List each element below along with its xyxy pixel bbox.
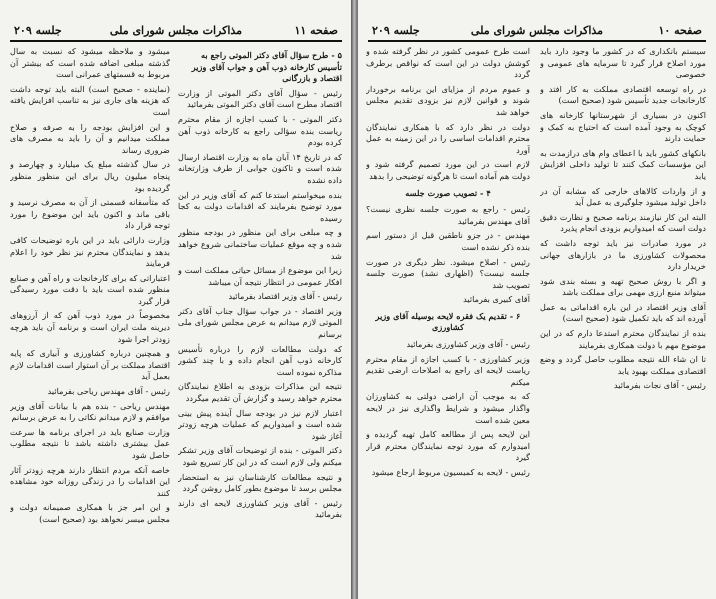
paragraph: و این افزایش بودجه را به صرفه و صلاح مملکت میدانیم و آن را باید به مصرف های ضروری رساند bbox=[10, 121, 170, 155]
paragraph: وزیر کشاورزی - با کسب اجازه از مقام محترم ریاست لایحه ای راجع به اصلاحات ارضی تقدیم میکنم bbox=[366, 353, 530, 387]
section-heading-5: ۵ - طرح سؤال آقای دکتر الموتی راجع به تأسیس کارخانه ذوب آهن و جواب آقای وزیر اقتصاد و بازرگانی bbox=[191, 50, 342, 84]
left-page-number: صفحه ۱۱ bbox=[294, 24, 338, 37]
paragraph: در مورد صادرات نیز باید توجه داشت که محصولات کشاورزی ما در بازارهای جهانی خریدار دارد bbox=[540, 237, 706, 272]
paragraph: (نماینده - صحیح است) البته باید توجه داشت که هزینه های جاری نیز به تناسب افزایش یافته است bbox=[10, 83, 170, 117]
paragraph: رئیس - آقای وزیر اقتصاد بفرمائید bbox=[228, 291, 342, 302]
paragraph: میشود و ملاحظه میشود که نسبت به سال گذشته مبلغی اضافه شده است که بیشتر آن مربوط به قسمتهای عمرانی است bbox=[10, 46, 170, 80]
paragraph: تا ان شاء الله نتیجه مطلوب حاصل گردد و وضع اقتصادی مملکت بهبود یابد bbox=[540, 354, 706, 376]
left-outer-column bbox=[10, 46, 170, 587]
minutes-approval-text bbox=[366, 204, 530, 306]
right-session-label: جلسه ۲۰۹ bbox=[372, 24, 420, 37]
paragraph: بنده از نمایندگان محترم استدعا دارم که در این موضوع مهم با دولت همکاری بفرمایند bbox=[540, 328, 706, 350]
paragraph: بنده میخواستم استدعا کنم که آقای وزیر در این مورد توضیح بفرمایند که اقدامات دولت به کجا رسیده bbox=[178, 189, 342, 223]
paragraph: آقای کبیری بفرمائید bbox=[463, 294, 530, 305]
paragraph: اعتبار لازم نیز در بودجه سال آینده پیش بینی شده است و امیدواریم که عملیات هرچه زودتر آغاز شود bbox=[178, 407, 342, 441]
right-inner-column bbox=[366, 46, 530, 587]
paragraph: رئیس - آقای نجات بفرمائید bbox=[613, 380, 706, 391]
paragraph: مهندس ریاحی - بنده هم با بیانات آقای وزیر موافقم و لازم میدانم نکاتی را به عرض برسانم bbox=[10, 400, 170, 423]
left-inner-body bbox=[178, 88, 342, 521]
paragraph: وزارت دارائی باید در این باره توضیحات کافی بدهد و نمایندگان محترم نیز نظر خود را اعلام فرمایند bbox=[10, 234, 170, 269]
paragraph: و این امر جز با همکاری صمیمانه دولت و مجلس میسر نخواهد بود (صحیح است) bbox=[10, 502, 170, 524]
paragraph: که متأسفانه قسمتی از آن به مصرف نرسید و باقی ماند و اکنون باید این موضوع را مورد توجه قرار داد bbox=[10, 197, 170, 231]
left-running-title: مذاکرات مجلس شورای ملی bbox=[109, 24, 243, 37]
left-session-label: جلسه ۲۰۹ bbox=[14, 24, 62, 37]
paragraph: سیستم بانکداری که در کشور ما وجود دارد باید مورد اصلاح قرار گیرد تا سرمایه های عمومی و خصوصی bbox=[540, 46, 706, 80]
paragraph: و نتیجه مطالعات کارشناسان نیز به استحضار مجلس برسد تا موضوع بطور کامل روشن گردد bbox=[178, 471, 342, 494]
right-running-title: مذاکرات مجلس شورای ملی bbox=[470, 24, 604, 37]
paragraph: نتیجه این مذاکرات بزودی به اطلاع نمایندگان محترم خواهد رسید و گزارش آن تقدیم میگردد bbox=[178, 381, 342, 404]
paragraph: در سال گذشته مبلغ یک میلیارد و چهارصد و پنجاه میلیون ریال برای این منظور منظور گردیده بود bbox=[10, 159, 170, 193]
paragraph: رئیس - اصلاح میشود. نظر دیگری در صورت جلسه نیست؟ (اظهاری نشد) صورت جلسه تصویب شد bbox=[366, 256, 530, 290]
paragraph: اکنون در بسیاری از شهرستانها کارخانه های کوچک به وجود آمده است که احتیاج به کمک و حمایت دارند bbox=[540, 109, 706, 144]
section-heading-4: ۴ - تصویب صورت جلسه bbox=[405, 187, 491, 198]
paragraph: که دولت مطالعات لازم را درباره تأسیس کارخانه ذوب آهن انجام داده و با چند کشور مذاکره نموده است bbox=[178, 343, 342, 377]
agriculture-bill-text bbox=[366, 339, 530, 479]
paragraph: خاصه آنکه مردم انتظار دارند هرچه زودتر آثار این اقدامات را در زندگی روزانه خود مشاهده کنند bbox=[10, 464, 170, 498]
paragraph: این لایحه پس از مطالعه کامل تهیه گردیده و امیدوارم که مورد توجه نمایندگان محترم قرار گیرد bbox=[366, 429, 530, 463]
right-page bbox=[357, 0, 716, 599]
paragraph: دولت در نظر دارد که با همکاری نمایندگان محترم اقدامات اساسی را در این زمینه به عمل آورد bbox=[366, 121, 530, 155]
paragraph: رئیس - سؤال آقای دکتر الموتی از وزارت اقتصاد مطرح است آقای دکتر الموتی بفرمائید bbox=[178, 87, 342, 110]
paragraph: مخصوصاً در مورد ذوب آهن که از آرزوهای دیرینه ملت ایران است و برنامه آن باید هرچه زودتر اجرا شود bbox=[10, 310, 170, 344]
paragraph: رئیس - آقای مهندس ریاحی بفرمائید bbox=[47, 386, 170, 397]
paragraph: بانکهای کشور باید با اعطای وام های درازمدت به این مؤسسات کمک کنند تا تولید داخلی افزایش یابد bbox=[540, 147, 706, 181]
right-page-header bbox=[368, 22, 706, 42]
paragraph: و از واردات کالاهای خارجی که مشابه آن در داخل تولید میشود جلوگیری به عمل آید bbox=[540, 185, 706, 208]
paragraph: که در تاریخ ۱۴ آبان ماه به وزارت اقتصاد ارسال شده است و تاکنون جوابی از طرف وزارتخانه داده نشده bbox=[178, 151, 342, 185]
left-page bbox=[0, 0, 353, 599]
paragraph: و اگر با روش صحیح تهیه و بسته بندی شود میتواند منبع ارزی مهمی برای مملکت باشد bbox=[540, 275, 706, 298]
paragraph: اعتباراتی که برای کارخانجات و راه آهن و صنایع منظور شده است باید با دقت مورد رسیدگی قرار گیرد bbox=[10, 272, 170, 306]
paragraph: و چه مبلغی برای این منظور در بودجه منظور شده و چه موقع عملیات ساختمانی شروع خواهد شد bbox=[178, 227, 342, 261]
paragraph: رئیس - آقای وزیر کشاورزی لایحه ای دارند بفرمائید bbox=[178, 497, 342, 520]
paragraph: لازم است در این مورد تصمیم گرفته شود و دولت هم آماده است تا هرگونه توضیحی را بدهد bbox=[366, 159, 530, 181]
right-outer-column bbox=[540, 46, 706, 587]
paragraph: دکتر الموتی - با کسب اجازه از مقام محترم ریاست بنده سؤالی راجع به کارخانه ذوب آهن کرده بودم bbox=[178, 113, 342, 148]
paragraph: وزارت صنایع باید در اجرای برنامه ها سرعت عمل بیشتری داشته باشد تا نتیجه مطلوب حاصل شود bbox=[10, 426, 170, 460]
paragraph: زیرا این موضوع از مسائل حیاتی مملکت است و افکار عمومی در انتظار نتیجه آن میباشد bbox=[178, 265, 342, 287]
paragraph: رئیس - راجع به صورت جلسه نظری نیست؟ آقای مهندس بفرمائید bbox=[366, 204, 530, 226]
right-inner-top bbox=[366, 46, 530, 183]
paragraph: است طرح عمومی کشور در نظر گرفته شده و کوشش دولت در این است که نواقص برطرف گردد bbox=[366, 46, 530, 80]
paragraph: رئیس - آقای وزیر کشاورزی بفرمائید bbox=[406, 339, 530, 350]
paragraph: وزیر اقتصاد - در جواب سؤال جناب آقای دکتر الموتی لازم میدانم به عرض مجلس شورای ملی برسانم bbox=[178, 305, 342, 340]
paragraph: در راه توسعه اقتصادی مملکت به کار افتد و کارخانجات جدید تأسیس شود (صحیح است) bbox=[540, 83, 706, 106]
paragraph: رئیس - لایحه به کمیسیون مربوط ارجاع میشود bbox=[371, 467, 530, 477]
left-inner-column bbox=[178, 46, 342, 587]
right-page-number: صفحه ۱۰ bbox=[658, 24, 702, 37]
paragraph: البته این کار نیازمند برنامه صحیح و نظارت دقیق دولت است که امیدواریم بزودی انجام پذیرد bbox=[540, 211, 706, 234]
paragraph: و همچنین درباره کشاورزی و آبیاری که پایه اقتصاد مملکت بر آن استوار است اقدامات لازم بعمل آید bbox=[10, 348, 170, 382]
paragraph: مهندس - در جزو ناطقین قبل از دستور اسم بنده ذکر نشده است bbox=[366, 230, 530, 252]
paragraph: آقای وزیر اقتصاد در این باره اقداماتی به عمل آورده اند که باید تکمیل شود (صحیح است) bbox=[540, 301, 706, 324]
section-heading-6: ۶ - تقدیم یک فقره لایحه بوسیله آقای وزیر کشاورزی bbox=[375, 310, 521, 333]
left-page-header bbox=[10, 22, 342, 42]
paragraph: که به موجب آن اراضی دولتی به کشاورزان واگذار میشود و شرایط واگذاری نیز در لایحه معین شده است bbox=[366, 391, 530, 425]
paragraph: دکتر الموتی - بنده از توضیحات آقای وزیر تشکر میکنم ولی لازم است که در این کار تسریع شود bbox=[178, 445, 342, 467]
paragraph: و عموم مردم از مزایای این برنامه برخوردار شوند و قوانین لازم نیز بزودی تقدیم مجلس خواهد شد bbox=[366, 83, 530, 117]
